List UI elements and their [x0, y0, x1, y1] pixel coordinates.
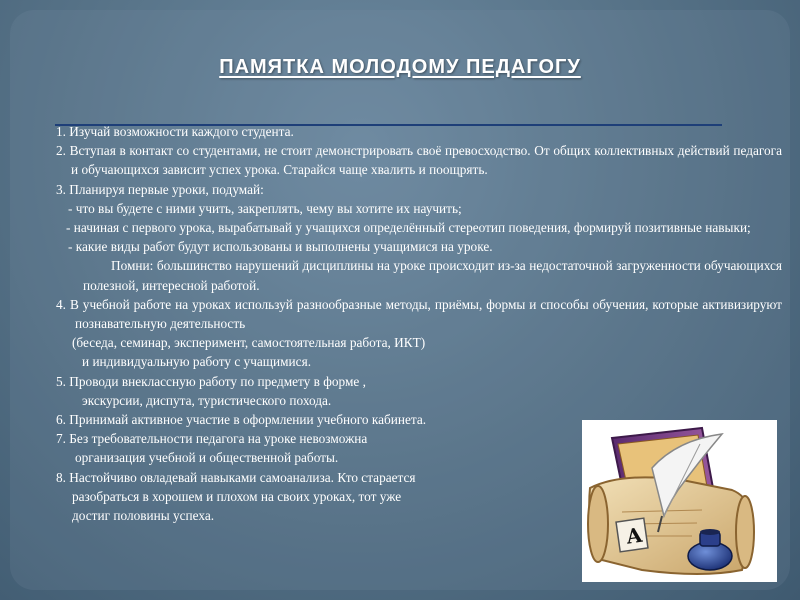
memo-item-8-cont: разобраться в хорошем и плохом на своих уроках, тот уже — [72, 488, 402, 504]
memo-item-8: 8. Настойчиво овладевай навыками самоанализа. Кто старается — [56, 469, 416, 485]
memo-item-3: 3. Планируя первые уроки, подумай: — [56, 181, 264, 197]
page-title: ПАМЯТКА МОЛОДОМУ ПЕДАГОГУ — [219, 56, 581, 78]
letter-a-text: А — [624, 522, 645, 549]
memo-item-4-individual: и индивидуальную работу с учащимися. — [82, 354, 312, 370]
memo-item-3a: - что вы будете с ними учить, закреплять, чему вы хотите их научить; — [68, 200, 462, 216]
memo-item-5: 5. Проводи внеклассную работу по предмету в форме , — [56, 373, 366, 389]
memo-item-3c: - какие виды работ будут использованы и выполнены учащимися на уроке. — [68, 239, 493, 255]
memo-item-7: 7. Без требовательности педагога на уроке невозможна — [56, 431, 368, 447]
memo-item-7-cont: организация учебной и общественной работы. — [75, 450, 339, 466]
memo-note: Помни: большинство нарушений дисциплины на уроке происходит из-за недостаточной загруженности обучающихся полезной, интересной работой. — [83, 258, 782, 293]
memo-item-5-forms: экскурсии, диспута, туристического похода. — [82, 392, 332, 408]
memo-item-4-examples: (беседа, семинар, эксперимент, самостоятельная работа, ИКТ) — [72, 335, 426, 351]
memo-item-3b: - начиная с первого урока, вырабатывай у учащихся определённый стереотип поведения, формируй позитивные навыки; — [66, 220, 751, 236]
quill-inkwell-scroll-icon — [582, 420, 777, 582]
memo-item-8-end: достиг половины успеха. — [72, 508, 215, 524]
memo-item-4: 4. В учебной работе на уроках используй разнообразные методы, приёмы, формы и способы обучения, которые активизируют познавательную деятельность — [56, 296, 782, 332]
memo-item-1: 1. Изучай возможности каждого студента. — [56, 124, 294, 139]
memo-item-6: 6. Принимай активное участие в оформлении учебного кабинета. — [56, 412, 427, 428]
memo-item-2: 2. Вступая в контакт со студентами, не стоит демонстрировать своё превосходство. От общих коллективных действий педагога и обучающихся зависит успех урока. Старайся чаще хвалить и поощрять. — [56, 143, 782, 178]
